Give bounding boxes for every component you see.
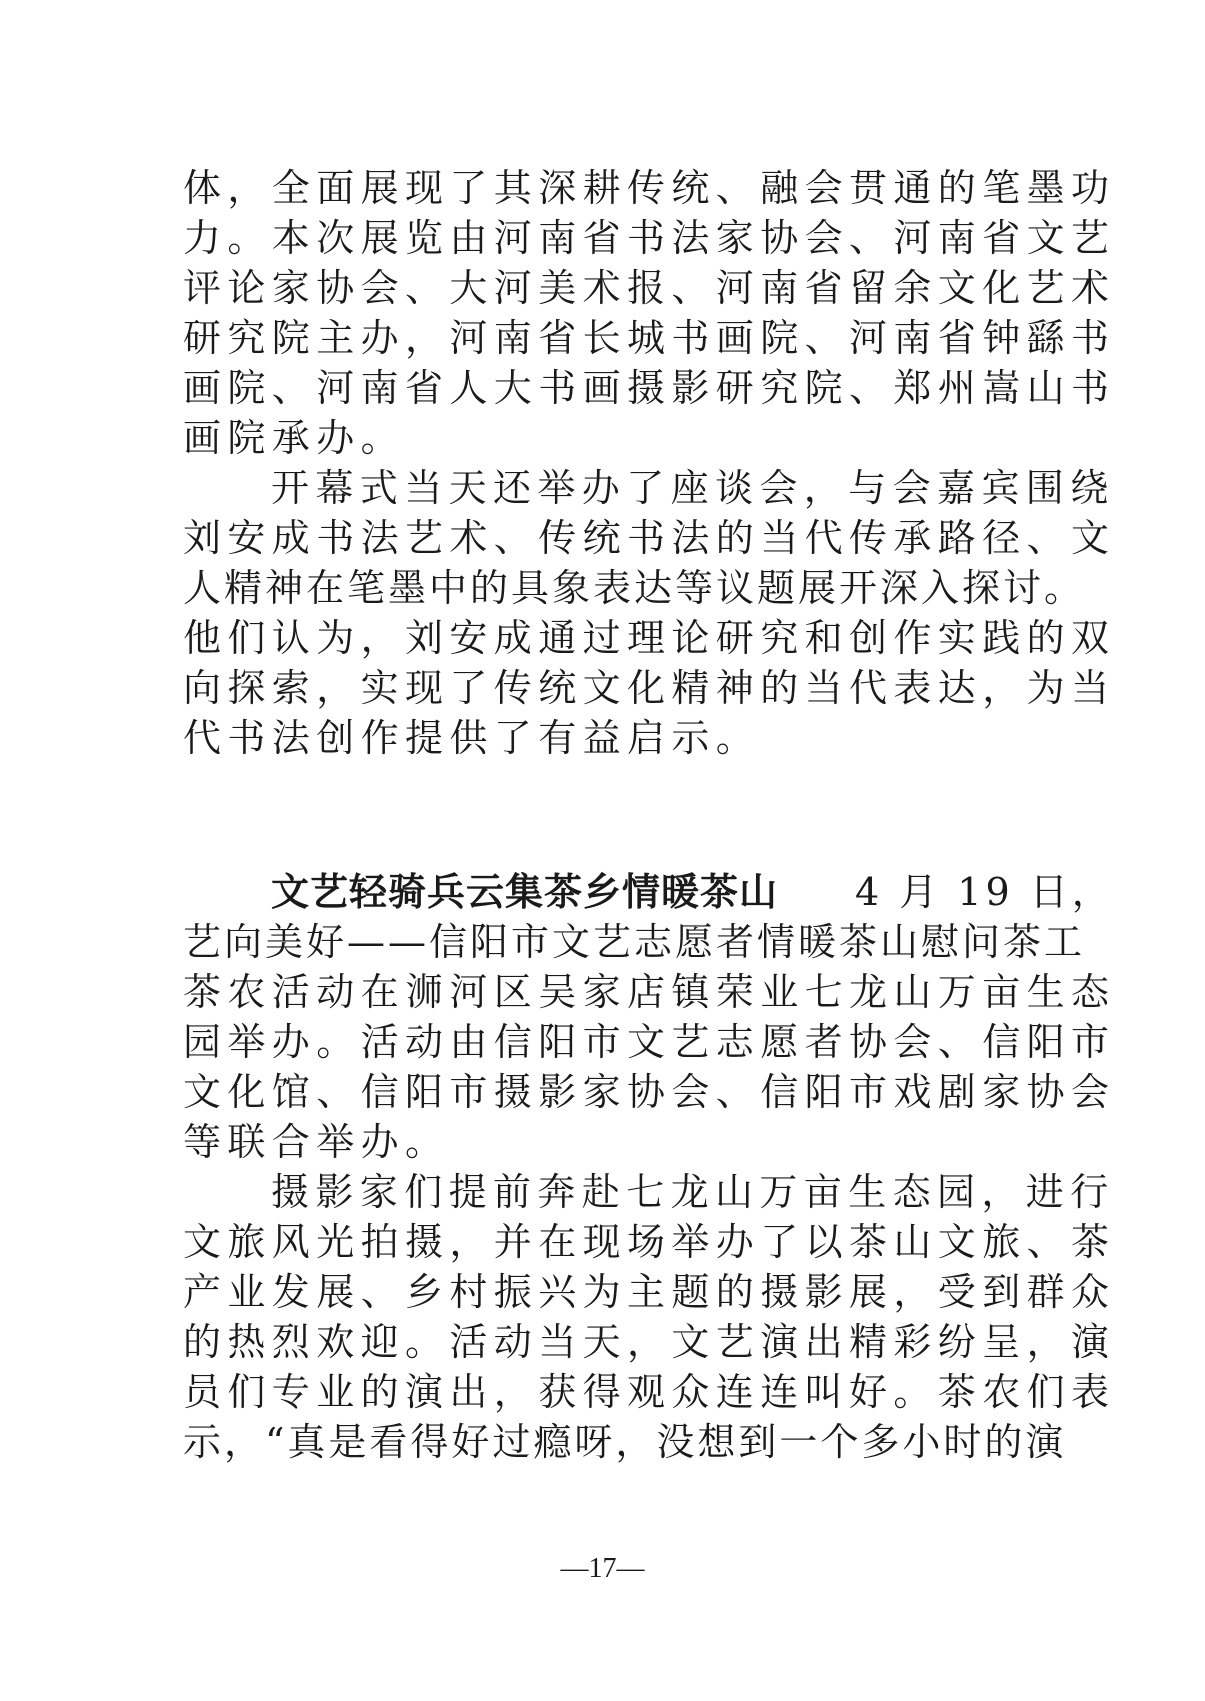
heading-line [183, 867, 1114, 917]
text-line: 艺向美好——信阳市文艺志愿者情暖茶山慰问茶工 [183, 920, 1086, 964]
text-line: 等联合举办。 [183, 1120, 450, 1164]
page-number: —17— [560, 1553, 645, 1584]
article-date: 4 月 19 日， [854, 870, 1114, 914]
text-line: 园举办。活动由信阳市文艺志愿者协会、信阳市 [183, 1020, 1116, 1064]
paragraph-tea-mountain-event [183, 867, 1116, 1167]
text-line: 代书法创作提供了有益启示。 [183, 716, 761, 760]
text-line: 向探索，实现了传统文化精神的当代表达，为当 [183, 666, 1116, 710]
paragraph-exhibition-organizers [183, 163, 1116, 463]
text-line: 茶农活动在浉河区吴家店镇荣业七龙山万亩生态 [183, 970, 1116, 1014]
paragraph-symposium [183, 463, 1116, 763]
paragraph-photography-exhibit [183, 1167, 1116, 1467]
text-line: 评论家协会、大河美术报、河南省留余文化艺术 [183, 266, 1116, 310]
text-line: 画院承办。 [183, 416, 406, 460]
text-line: 开幕式当天还举办了座谈会，与会嘉宾围绕 [271, 466, 1115, 510]
text-line: 的热烈欢迎。活动当天，文艺演出精彩纷呈，演 [183, 1320, 1116, 1364]
article-heading: 文艺轻骑兵云集茶乡情暖茶山 [271, 870, 779, 914]
text-line: 产业发展、乡村振兴为主题的摄影展，受到群众 [183, 1270, 1116, 1314]
body-text-column [183, 163, 1116, 1467]
text-line: 文化馆、信阳市摄影家协会、信阳市戏剧家协会 [183, 1070, 1116, 1114]
text-line: 画院、河南省人大书画摄影研究院、郑州嵩山书 [183, 366, 1116, 410]
section-spacer [183, 763, 1027, 867]
text-line: 力。本次展览由河南省书法家协会、河南省文艺 [183, 216, 1116, 260]
text-line: 文旅风光拍摄，并在现场举办了以茶山文旅、茶 [183, 1220, 1116, 1264]
text-line: 摄影家们提前奔赴七龙山万亩生态园，进行 [271, 1170, 1115, 1214]
text-line: 他们认为，刘安成通过理论研究和创作实践的双 [183, 616, 1116, 660]
text-line: 刘安成书法艺术、传统书法的当代传承路径、文 [183, 516, 1116, 560]
text-line: 研究院主办，河南省长城书画院、河南省钟繇书 [183, 316, 1116, 360]
text-line: 体，全面展现了其深耕传统、融会贯通的笔墨功 [183, 166, 1116, 210]
text-line: 人精神在笔墨中的具象表达等议题展开深入探讨。 [183, 566, 1086, 610]
text-line: 示，“真是看得好过瘾呀，没想到一个多小时的演 [183, 1420, 1067, 1464]
text-line: 员们专业的演出，获得观众连连叫好。茶农们表 [183, 1370, 1116, 1414]
